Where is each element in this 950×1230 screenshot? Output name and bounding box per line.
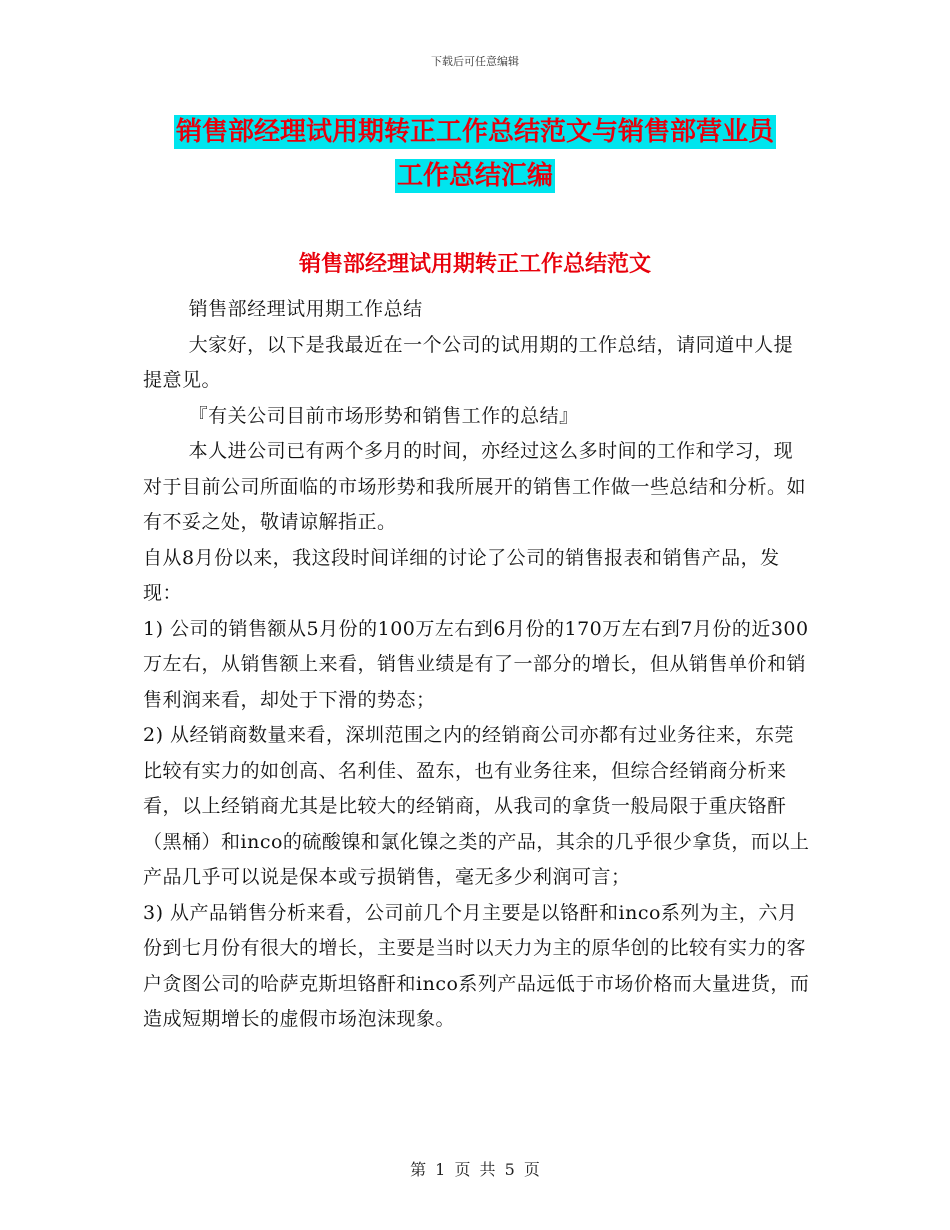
paragraph: 销售部经理试用期工作总结 [188, 298, 423, 320]
document-body [143, 292, 811, 1038]
paragraph: 2) 从经销商数量来看，深圳范围之内的经销商公司亦都有过业务往来，东莞比较有实力的如创高、名利佳、盈东，也有业务往来，但综合经销商分析来看，以上经销商尤其是比较大的经销商，从我司的拿货一般局限于重庆铬酐（黑桶）和inco的硫酸镍和氯化镍之类的产品，其余的几乎很少拿货，而以上产品几乎可以说是保本或亏损销售，毫无多少利润可言； [143, 724, 810, 888]
paragraph: 1) 公司的销售额从5月份的100万左右到6月份的170万左右到7月份的近300万左右，从销售额上来看，销售业绩是有了一部分的增长，但从销售单价和销售利润来看，却处于下滑的势态； [143, 617, 809, 711]
paragraph: 3) 从产品销售分析来看，公司前几个月主要是以铬酐和inco系列为主，六月份到七月份有很大的增长，主要是当时以天力为主的原华创的比较有实力的客户贪图公司的哈萨克斯坦铬酐和inco系列产品远低于市场价格而大量进货，而造成短期增长的虚假市场泡沫现象。 [143, 901, 810, 1030]
document-title [0, 110, 950, 198]
page-number-footer: 第 1 页 共 5 页 [410, 1160, 540, 1179]
page-header-note: 下载后可任意编辑 [431, 55, 519, 68]
paragraph: 本人进公司已有两个多月的时间，亦经过这么多时间的工作和学习，现对于目前公司所面临的市场形势和我所展开的销售工作做一些总结和分析。如有不妥之处，敬请谅解指正。 [143, 440, 807, 533]
paragraph: 大家好，以下是我最近在一个公司的试用期的工作总结，请同道中人提提意见。 [143, 333, 794, 391]
title-line-1: 销售部经理试用期转正工作总结范文与销售部营业员 [175, 117, 774, 147]
title-line-2: 工作总结汇编 [396, 161, 553, 191]
paragraph: 自从8月份以来，我这段时间详细的讨论了公司的销售报表和销售产品，发现： [143, 546, 780, 604]
section-title: 销售部经理试用期转正工作总结范文 [298, 252, 651, 277]
paragraph: 『有关公司目前市场形势和销售工作的总结』 [188, 404, 579, 427]
